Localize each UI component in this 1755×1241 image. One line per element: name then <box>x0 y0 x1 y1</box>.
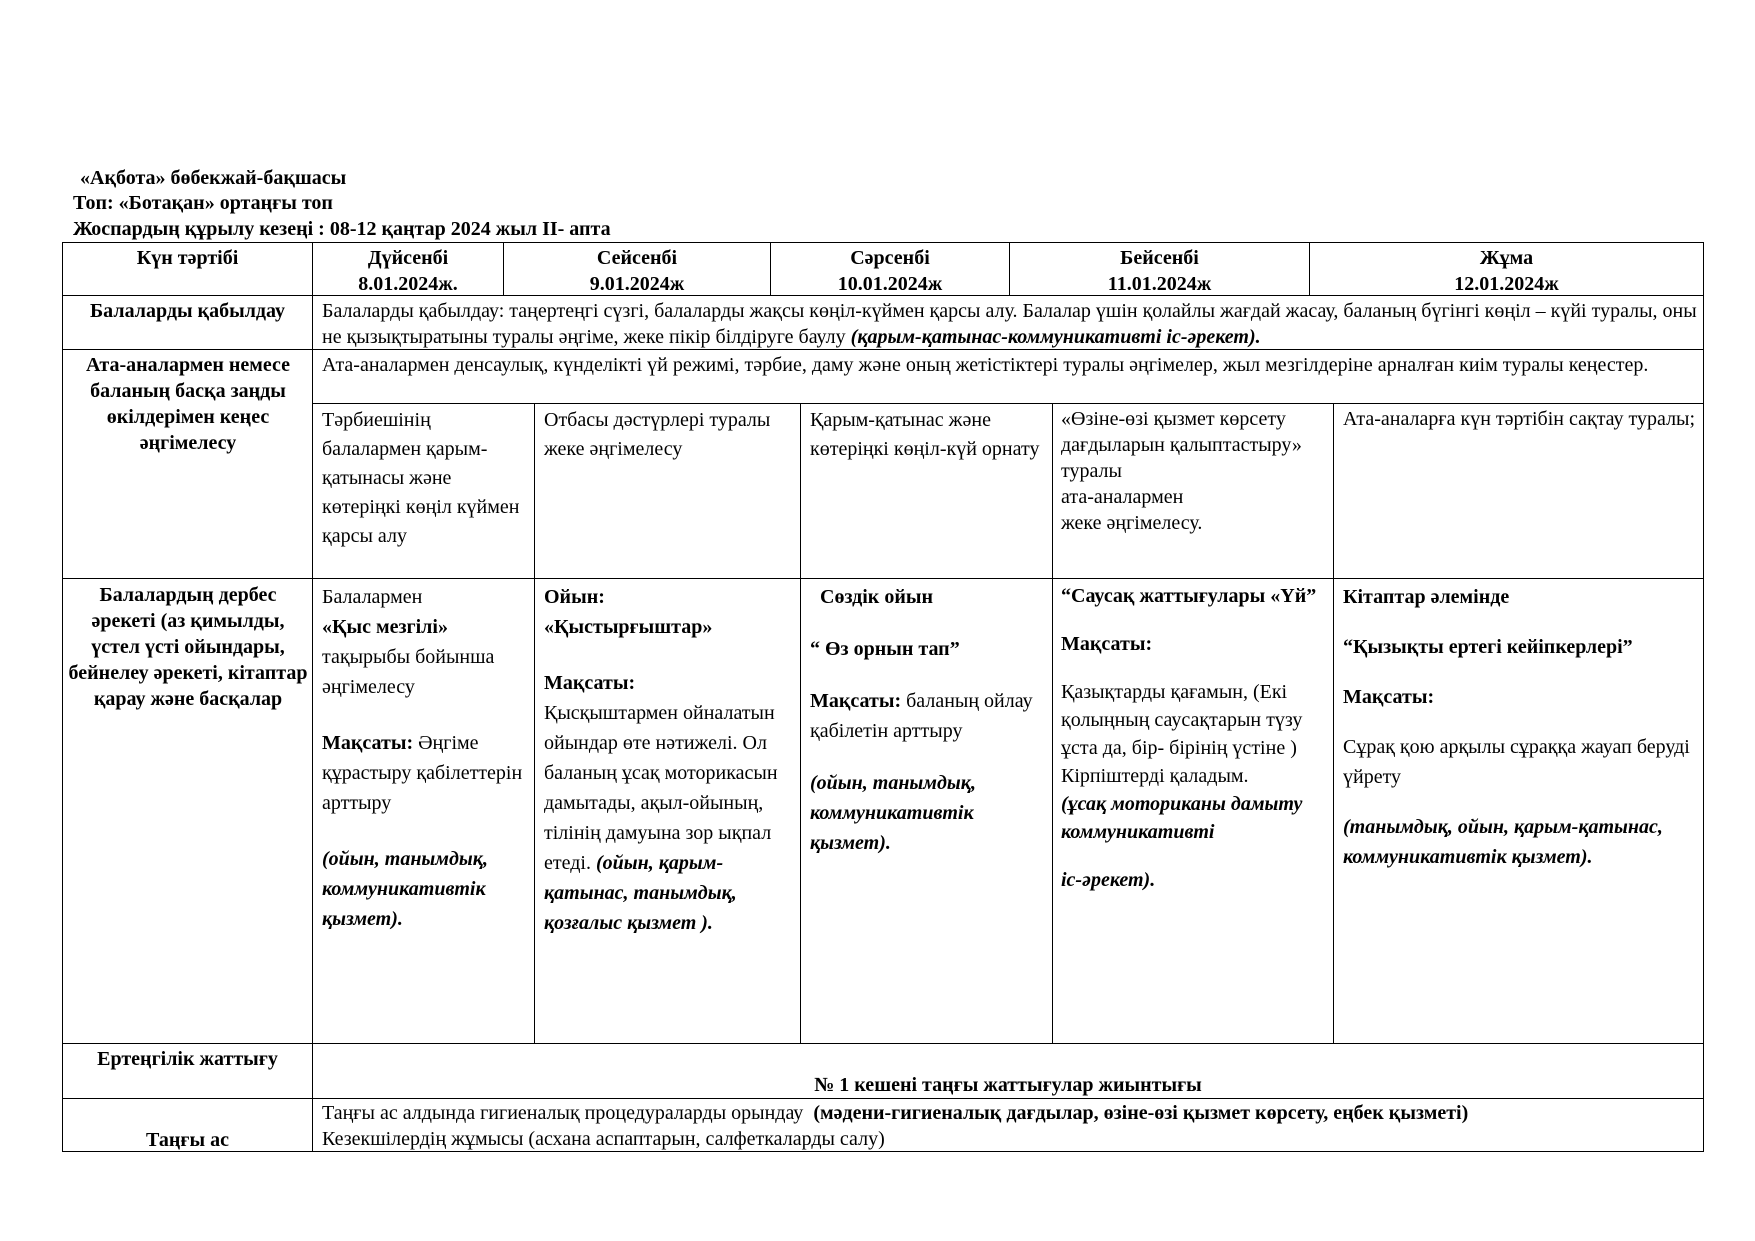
day-header-monday <box>313 245 503 297</box>
day-header-friday <box>1310 245 1703 297</box>
parents-thursday <box>1061 406 1323 536</box>
activity-friday <box>1343 582 1698 872</box>
activity-tag: (ойын, танымдық, коммуникативтік қызмет). <box>810 772 976 854</box>
parents-tuesday: Отбасы дәстүрлері туралы жеке әңгімелесу <box>544 409 771 460</box>
activity-label: Балалардың дербес әрекеті (аз қимылды, үстел үсті ойындары, бейнелеу әрекеті, кітаптар қарау және басқалар <box>68 584 308 710</box>
activity-title: Ойын: <box>544 586 605 608</box>
goal-text: Қысқыштармен ойналатын ойындар өте нәтижелі. Ол баланың ұсақ моторикасын дамытады, ақыл-ойының, тілінің дамуына зор ықпал етеді. <box>544 702 778 874</box>
parents-thursday-line: ата-аналармен <box>1061 486 1184 508</box>
parents-thursday-line: жеке әңгімелесу. <box>1061 512 1203 534</box>
activity-tag: (ойын, танымдық, коммуникативтік қызмет). <box>322 848 488 930</box>
parents-monday: Тәрбиешінің балалармен қарым-қатынасы және көтеріңкі көңіл күймен қарсы алу <box>322 409 520 547</box>
day-date: 9.01.2024ж <box>589 273 685 295</box>
activity-game-name: «Қыстырғыштар» <box>544 616 713 638</box>
goal-label: Мақсаты: <box>810 690 902 712</box>
breakfast-line: Таңғы ас алдында гигиеналық процедураларды орындау <box>322 1102 804 1124</box>
exercise-label: Ертеңгілік жаттығу <box>97 1048 278 1070</box>
activity-tag-end: іс-әрекет). <box>1061 869 1156 891</box>
parents-wednesday: Қарым-қатынас және көтеріңкі көңіл-күй орнату <box>810 409 1040 460</box>
reception-activity-tag: (қарым-қатынас-коммуникативті іс-әрекет). <box>850 326 1261 348</box>
parents-general-text: Ата-аналармен денсаулық, күнделікті үй режимі, тәрбие, даму және оның жетістіктері туралы әңгімелер, жыл мезгілдеріне арналған киім туралы кеңестер. <box>322 354 1649 376</box>
activity-intro: Балалармен <box>322 586 423 608</box>
breakfast-text <box>322 1100 1700 1152</box>
day-name: Сейсенбі <box>596 247 678 269</box>
goal-label: Мақсаты: <box>1343 686 1435 708</box>
activity-topic-rest: тақырыбы бойынша әңгімелесу <box>322 646 495 698</box>
goal-text: Әңгіме құрастыру қабілеттерін арттыру <box>322 732 523 814</box>
day-name: Бейсенбі <box>1120 247 1199 269</box>
activity-topic: «Қыс мезгілі» <box>322 616 448 638</box>
activity-monday <box>322 582 530 934</box>
goal-label: Мақсаты: <box>322 732 414 754</box>
activity-wednesday <box>810 582 1046 858</box>
activity-tag: (танымдық, ойын, қарым-қатынас, коммуникативтік қызмет). <box>1343 816 1663 868</box>
day-date: 10.01.2024ж <box>837 273 943 295</box>
parents-label: Ата-аналармен немесе баланың басқа заңды өкілдерімен кеңес әңгімелесу <box>85 354 291 454</box>
day-date: 12.01.2024ж <box>1454 273 1559 295</box>
goal-label: Мақсаты: <box>1061 633 1153 655</box>
plan-period: Жоспардың құрылу кезеңі : 08-12 қаңтар 2024 жыл ІІ- апта <box>73 218 611 240</box>
reception-description: Балаларды қабылдау: таңертеңгі сүзгі, балаларды жақсы көңіл-күймен қарсы алу. Балалар үшін қолайлы жағдай жасау, баланың бүгінгі көңіл – күйі туралы, оны не қызықтыратыны туралы әңгіме, жеке пікір білдіруге баулу <box>322 300 1697 348</box>
parents-friday: Ата-аналарға күн тәртібін сақтау туралы; <box>1342 408 1696 430</box>
activity-thursday <box>1061 582 1327 894</box>
day-name: Сәрсенбі <box>850 247 930 269</box>
day-name: Жұма <box>1479 247 1534 269</box>
routine-column-header: Күн тәртібі <box>136 247 239 269</box>
activity-tag: (ойын, қарым-қатынас, танымдық, қозғалыс қызмет ). <box>544 852 737 934</box>
day-header-tuesday <box>504 245 770 297</box>
goal-label: Мақсаты: <box>544 672 636 694</box>
day-header-wednesday <box>771 245 1009 297</box>
breakfast-activity-tag: (мәдени-гигиеналық дағдылар, өзіне-өзі қызмет көрсету, еңбек қызметі) <box>813 1102 1469 1124</box>
activity-game-name: “ Өз орнын тап” <box>810 638 960 660</box>
breakfast-label: Таңғы ас <box>146 1129 229 1151</box>
parents-thursday-line: «Өзіне-өзі қызмет көрсету дағдыларын қалыптастыру» туралы <box>1061 408 1302 482</box>
goal-text: Сұрақ қою арқылы сұраққа жауап беруді үйрету <box>1343 736 1690 788</box>
reception-label: Балаларды қабылдау <box>89 300 286 322</box>
day-date: 11.01.2024ж <box>1107 273 1212 295</box>
reception-text <box>322 298 1697 350</box>
activity-tag: (ұсақ моториканы дамыту коммуникативті <box>1061 793 1303 843</box>
activity-title: Кітаптар әлемінде <box>1343 586 1510 608</box>
day-name: Дүйсенбі <box>367 247 449 269</box>
activity-tuesday <box>544 582 792 938</box>
exercise-text: № 1 кешені таңғы жаттығулар жиынтығы <box>814 1074 1202 1096</box>
goal-text: Қазықтарды қағамын, (Екі қолыңның саусақтарын түзу ұста да, бір- бірінің үстіне ) Кірпіштерді қаладым. <box>1061 681 1303 787</box>
activity-title: Сөздік ойын <box>820 586 933 608</box>
activity-book-name: “Қызықты ертегі кейіпкерлері” <box>1343 636 1633 658</box>
breakfast-duty-line: Кезекшілердің жұмысы (асхана аспаптарын, салфеткаларды салу) <box>322 1128 885 1150</box>
group-name: Топ: «Ботақан» ортаңғы топ <box>73 192 333 214</box>
activity-title: “Саусақ жаттығулары «Үй” <box>1061 585 1317 607</box>
goal-text: баланың ойлау қабілетін арттыру <box>810 690 1033 742</box>
day-header-thursday <box>1010 245 1309 297</box>
kindergarten-name: «Ақбота» бөбекжай-бақшасы <box>80 167 347 189</box>
day-date: 8.01.2024ж. <box>358 273 458 295</box>
